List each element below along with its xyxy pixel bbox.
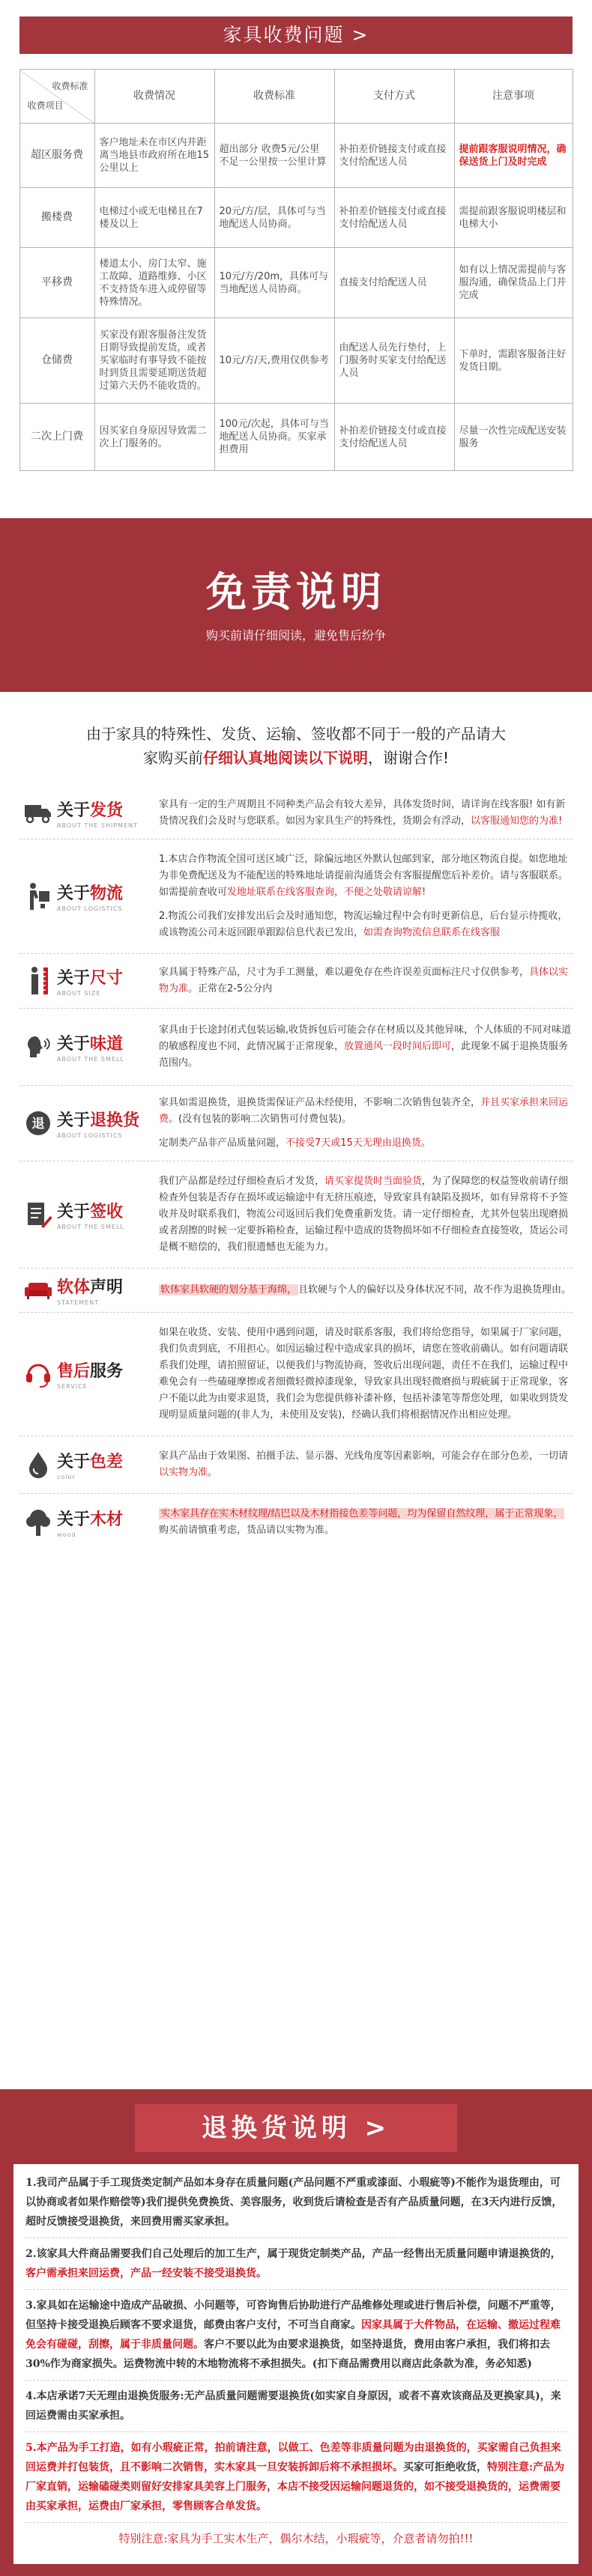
item-en-label: color <box>57 1474 76 1480</box>
item-title-suffix: 声明 <box>90 1278 124 1297</box>
disclaimer-item-尺寸 <box>19 953 573 1008</box>
fee-standard-cell: 10元/方/天,费用仅供参考 <box>214 318 334 404</box>
item-text-span: 。 <box>420 1137 431 1149</box>
item-title <box>57 881 123 904</box>
returns-text-span: 客户不要以此为由要求退换货，如坚持退货，费用由客户承担，我们将扣去30%作为商家损失。运费物流中转的木地物流将不承担损失。(扣下商品需费用以商店此条款为准，务必知悉) <box>25 2339 550 2370</box>
disclaimer-header <box>0 518 592 692</box>
returns-text-span: 3.家具如在运输途中造成产品破损、小问题等，可咨询售后协助进行产品维修处理或进行售后补偿，问题不严重等，但坚持卡接受退换后顾客不要求退货，邮费由客户支付，不可当自商家。 <box>25 2300 561 2331</box>
item-title-prefix: 关于 <box>57 801 91 820</box>
header-payment: 支付方式 <box>334 70 454 124</box>
fee-payment-cell: 补拍差价链接支付或直接支付给配送人员 <box>334 124 454 188</box>
svg-text:退: 退 <box>31 1117 45 1131</box>
smell-icon <box>22 1031 54 1063</box>
fee-name-cell: 仓储费 <box>19 318 94 404</box>
fee-note-cell <box>454 188 573 248</box>
item-text-span: 并且买家承担来回运费 <box>159 1097 569 1125</box>
item-title-prefix: 关于 <box>57 1510 91 1529</box>
disclaimer-body <box>0 692 592 1551</box>
fee-rows <box>19 124 573 471</box>
item-text-span: 如需查询物流信息联系在线客服 <box>363 927 501 938</box>
item-label <box>19 798 154 829</box>
returns-paragraph-4 <box>25 2387 567 2432</box>
item-text <box>154 847 573 946</box>
item-text <box>154 1444 573 1486</box>
returns-section <box>0 2089 592 2576</box>
item-label-text <box>57 1449 123 1480</box>
intro-line-2 <box>30 746 562 770</box>
item-text-span: 不接受7天或15天无理由退换货 <box>286 1137 421 1149</box>
item-label-text <box>57 798 138 829</box>
fee-payment-cell: 补拍差价链接支付或直接支付给配送人员 <box>334 404 454 471</box>
returns-panel <box>13 2164 579 2564</box>
item-text-span: 1.本店合作物流全国可送区域广泛，除偏远地区外默认包邮到家，部分地区物流自提。如您地址为非免费配送及为不能配送的特殊地址请提前沟通货会有客服提醒您后补差价。请与客服联系。如需提前查收可 <box>159 854 569 898</box>
item-title-accent: 售后 <box>57 1362 91 1381</box>
item-paragraph <box>159 908 573 941</box>
header-note: 注意事项 <box>454 70 573 124</box>
fee-name-cell: 超区服务费 <box>19 124 94 188</box>
fee-note-cell <box>454 248 573 318</box>
returns-paragraph-2 <box>25 2244 567 2290</box>
item-title <box>57 1199 124 1222</box>
returns-special-note: 特别注意:家具为手工实木生产，偶尔木结，小瑕疵等，介意者请勿拍!!! <box>118 2532 474 2545</box>
header-standard: 收费标准 <box>214 70 334 124</box>
header-situation: 收费情况 <box>94 70 214 124</box>
fee-note-text: 下单时，需跟客服备注好发货日期。 <box>459 348 567 373</box>
fee-note-text: 需提前跟客服说明楼层和电梯大小 <box>459 205 567 230</box>
item-text <box>154 1501 573 1543</box>
item-title-accent: 退换货 <box>90 1111 140 1130</box>
item-text <box>154 1278 573 1303</box>
item-text <box>154 1090 573 1156</box>
item-title <box>57 798 138 821</box>
truck-icon <box>22 798 54 829</box>
item-label-text <box>57 1031 124 1063</box>
item-text-span: 。 <box>208 1467 218 1478</box>
item-en-label: ABOUT THE SHIPMENT <box>57 822 139 829</box>
item-paragraph <box>159 1506 573 1539</box>
item-text-span: 实木家具存在实木材纹理/结巴以及木材指接色差等问题，均为保留自然纹理，属于正常现象， <box>160 1508 564 1519</box>
item-title-suffix: 服务 <box>90 1362 124 1381</box>
fee-situation-cell: 因买家自身原因导致需二次上门服务的。 <box>94 404 214 471</box>
disclaimer-item-签收 <box>19 1161 573 1268</box>
returns-paragraphs <box>25 2173 567 2523</box>
headset-icon <box>22 1358 54 1390</box>
disclaimer-item-发货 <box>19 788 573 839</box>
disclaimer-item-售后 <box>19 1312 573 1436</box>
fee-row <box>19 124 573 188</box>
item-paragraph <box>159 1448 573 1481</box>
fee-payment-cell: 补拍差价链接支付或直接支付给配送人员 <box>334 188 454 248</box>
item-text-span: 家具如需退换货，退换货需保证产品未经使用，不影响二次销售包装齐全， <box>159 1097 481 1108</box>
item-en-label: ABOUT LOGISTICS <box>57 1132 123 1139</box>
item-title <box>57 1507 123 1530</box>
item-title-accent: 木材 <box>90 1510 124 1529</box>
item-label <box>19 1358 154 1390</box>
returns-paragraph-1 <box>25 2173 567 2238</box>
disclaimer-item-软体 <box>19 1268 573 1312</box>
item-paragraph <box>159 1173 573 1256</box>
fee-note-cell <box>454 124 573 188</box>
tree-icon <box>22 1507 54 1538</box>
returns-text-span: 4.本店承诺7天无理由退换货服务:无产品质量问题需要退换货(如实家自身原因，或者不喜欢该商品及更换家具)，来回运费需由买家承担。 <box>25 2390 561 2422</box>
intro-pre: 家购买前 <box>142 749 203 767</box>
item-text-span: 购买前请慎重考虑，货品请以实物为准。 <box>159 1525 335 1536</box>
item-title <box>57 1449 123 1472</box>
item-text-span: 家具产品由于效果图、拍摄手法、显示器、光线角度等因素影响，可能会存在部分色差，一切请 <box>159 1450 569 1462</box>
item-paragraph <box>159 965 573 997</box>
drop-icon <box>22 1449 54 1480</box>
ruler-icon <box>22 965 54 997</box>
corner-top-label: 收费标准 <box>52 81 88 91</box>
item-text <box>154 1320 573 1428</box>
disclaimer-section <box>0 518 592 1551</box>
disclaimer-items <box>19 788 573 1551</box>
item-en-label: ABOUT THE SMELL <box>57 1056 124 1063</box>
item-text-span: ，此现象不属于退换货服务范围内。 <box>159 1041 569 1069</box>
item-label-text <box>57 1275 123 1306</box>
item-title-prefix: 关于 <box>57 1035 91 1054</box>
disclaimer-subtitle: 购买前请仔细阅读，避免售后纷争 <box>205 628 386 643</box>
returns-paragraph-5 <box>25 2438 567 2523</box>
item-title-accent: 软体 <box>57 1278 91 1297</box>
disclaimer-item-色差 <box>19 1436 573 1493</box>
fee-note-text: 尽量一次性完成配送安装服务 <box>459 425 567 449</box>
fee-note-cell <box>454 318 573 404</box>
fee-row <box>19 404 573 471</box>
fee-note-cell <box>454 404 573 471</box>
item-paragraph <box>159 1022 573 1072</box>
item-text-span: 我们产品都是经过仔细检查后才发货， <box>159 1176 325 1187</box>
item-text-span: 如果在收货、安装、使用中遇到问题，请及时联系客服，我们将给您指导，如果属于厂家问题，我们负责到底，不用担心。如因运输过程中造成家具的损坏，请您在签收前确认。如有问题请联系我们处理，请拍照留证，以便我们与物流协商，签收后出现问题，责任不在我们，运输过程中难免会有一些磕碰摩擦或者细微轻微掉漆现象，导致家具出现轻微磨损与瑕疵属于正常现象，客户不能以此为由要求退货，我们会为您提供修补漆补修，包括补漆笔等帮您处理，如果收到货发现明显质量问题的(非人为，未使用及安装)，经确认我们将根据情况作出相应处理。 <box>159 1327 569 1421</box>
item-text-span: 放置通风一段时间后即可 <box>344 1041 452 1052</box>
intro-post: ，谢谢合作! <box>367 749 450 767</box>
item-paragraph <box>159 851 573 901</box>
item-title <box>57 1358 123 1382</box>
item-paragraph <box>159 1095 573 1128</box>
item-en-label: wood <box>57 1531 76 1538</box>
item-en-label: STATEMENT <box>57 1299 99 1306</box>
item-text-span: 。正常在2-5公分内 <box>188 983 273 994</box>
returns-text-span: 5.本产品为手工打造，如有小瑕疵正常，拍前请注意，以做工、色差等非质量问题为由退换货的， <box>25 2442 477 2454</box>
fee-situation-cell: 楼道太小、房门太窄、施工故障、道路维修、小区不支持货车进入或停留等特殊情况。 <box>94 248 214 318</box>
item-title-prefix: 关于 <box>57 969 91 988</box>
corner-header-cell <box>19 70 94 124</box>
returns-text-span: 客户需承担来回运费，产品一经安装不接受退换货。 <box>25 2267 267 2279</box>
item-text-span: 家具属于特殊产品，尺寸为手工测量，难以避免存在些许误差页面标注尺寸仅供参考， <box>159 967 530 978</box>
fee-situation-cell: 电梯过小或无电梯且在7楼及以上 <box>94 188 214 248</box>
item-text-span: 定制类产品非产品质量问题， <box>159 1137 286 1149</box>
fee-payment-cell: 由配送人员先行垫付，上门服务时买家支付给配送人员 <box>334 318 454 404</box>
item-label-text <box>57 1199 124 1230</box>
fee-standard-cell: 10元/方/20m，具体可与当地配送人员协商。 <box>214 248 334 318</box>
item-text-span: 以客服通知您的为准! <box>471 815 563 827</box>
disclaimer-item-物流 <box>19 839 573 953</box>
disclaimer-intro <box>30 722 562 770</box>
item-label <box>19 1275 154 1306</box>
item-title-accent: 发货 <box>90 801 124 820</box>
returns-text-span: 买家需自己负担来回运费并打包装货，且不影响二次销售，实木家具一旦安装拆卸后将不承担损坏。 <box>25 2442 561 2473</box>
item-title-accent: 味道 <box>90 1035 124 1054</box>
intro-highlight: 仔细认真地阅读以下说明 <box>202 749 368 767</box>
fee-name-cell: 二次上门费 <box>19 404 94 471</box>
returns-text-span: 2.该家具大件商品需要我们自己处理后的加工生产，属于现货定制类产品，产品一经售出无质量问题申请退换货的， <box>25 2248 561 2260</box>
item-title <box>57 1275 123 1298</box>
item-title-prefix: 关于 <box>57 1453 91 1471</box>
item-label-text <box>57 881 123 912</box>
item-title-accent: 色差 <box>90 1453 124 1471</box>
item-label-text <box>57 1108 139 1139</box>
item-label <box>19 1199 154 1230</box>
item-text-span: 以实物为准 <box>159 1467 208 1478</box>
item-label <box>19 1108 154 1139</box>
item-text-span: 家具有一定的生产周期且不同种类产品会有较大差异，具体发货时间，请详询在线客服! 如有新货情况我们会及时与您联系。如因为家具生产的特殊性，货期会有浮动， <box>159 799 566 827</box>
item-text-span: 请买家提货时当面验货 <box>324 1176 423 1187</box>
item-text-span: 具体以实物为准 <box>159 967 569 994</box>
item-text <box>154 1169 573 1260</box>
item-text <box>154 1018 573 1076</box>
porter-icon <box>22 881 54 912</box>
fee-standard-cell: 超出部分 收费5元/公里 不足一公里按一公里计算 <box>214 124 334 188</box>
item-label <box>19 1031 154 1063</box>
disclaimer-title: 免责说明 <box>206 568 386 616</box>
item-text-span: 。(没有包装的影响二次销售可付费包装)。 <box>169 1114 352 1125</box>
item-title-prefix: 关于 <box>57 884 91 903</box>
item-text-span: 软体家具软硬的划分基于海绵， <box>160 1284 297 1295</box>
item-label <box>19 965 154 997</box>
item-en-label: ABOUT THE SMELL <box>57 1224 124 1230</box>
intro-line-1: 由于家具的特殊性、发货、运输、签收都不同于一般的产品请大 <box>86 725 506 743</box>
item-title-accent: 尺寸 <box>90 969 124 988</box>
item-title-prefix: 关于 <box>57 1203 91 1221</box>
fee-row <box>19 248 573 318</box>
disclaimer-item-味道 <box>19 1008 573 1085</box>
fee-name-cell: 搬楼费 <box>19 188 94 248</box>
sign-icon <box>22 1199 54 1230</box>
returns-text-span: 买家可拒绝收货， <box>403 2461 487 2473</box>
disclaimer-item-木材 <box>19 1493 573 1551</box>
item-title <box>57 1031 124 1054</box>
item-label-text <box>57 1507 123 1538</box>
item-paragraph <box>159 1135 573 1152</box>
fee-name-cell: 平移费 <box>19 248 94 318</box>
item-label <box>19 1507 154 1538</box>
returns-banner[interactable]: 退换货说明 > <box>135 2104 457 2152</box>
item-text-span: ，为了保障您的权益签收前请仔细检查外包装是否存在损坏或运输途中有无挤压痕迹，导致家具有缺陷及损坏，如有异常将不予签收并及时联系我们，物流公司返回后我们免费重新发货。请一定仔细检查，尤其外包装出现磨损或者刮擦的时候一定要拆箱检查，运输过程中造成的货物损坏如不仔细检查直接签收，货运公司是概不赔偿的，我们很遗憾也无能为力。 <box>159 1176 569 1253</box>
returns-text-span: 特别注意:产品为厂家直销，运输磕碰类则留好安排家具美容上门服务，本店不接受因运输问题退货的，如不接受退换货的，运费需要由买家承担，运费由厂家承担，零售顾客合单发货。 <box>25 2461 565 2512</box>
fees-section <box>0 0 592 518</box>
item-en-label: SERVICE <box>57 1383 88 1390</box>
item-label <box>19 881 154 912</box>
item-en-label: ABOUT LOGISTICS <box>57 905 123 912</box>
item-paragraph <box>159 1282 573 1298</box>
returns-paragraph-3 <box>25 2296 567 2381</box>
fee-row <box>19 188 573 248</box>
item-text <box>154 792 573 834</box>
item-title-accent: 物流 <box>90 884 124 903</box>
item-text-span: 且软硬与个人的偏好以及身体状况不同，故不作为退换货理由。 <box>298 1284 572 1295</box>
item-title <box>57 1108 139 1131</box>
fee-note-text: 如有以上情况需提前与客服沟通，确保货品上门并完成 <box>459 264 567 301</box>
item-label <box>19 1449 154 1480</box>
fee-situation-cell: 客户地址未在市区内并距离当地县市政府所在地15公里以上 <box>94 124 214 188</box>
disclaimer-item-退换货 <box>19 1085 573 1161</box>
item-label-text <box>57 1358 123 1390</box>
item-text-span: 家具由于长途封闭式包装运输,收货拆包后可能会存在材质以及其他异味，个人体质的不同对味道的敏感程度也不同，此情况属于正常现象， <box>159 1024 572 1052</box>
item-paragraph <box>159 1325 573 1424</box>
item-title <box>57 965 123 988</box>
fee-standard-cell: 20元/方/层，具体可与当地配送人员协商。 <box>214 188 334 248</box>
corner-bottom-label: 收费项目 <box>27 100 64 111</box>
fee-row <box>19 318 573 404</box>
fees-table <box>19 69 573 471</box>
sofa-icon <box>22 1275 54 1306</box>
returns-text-span: 因家具属于大件物品，在运输、撤运过程难免会有碰碰，刮擦，属于非质量问题。 <box>25 2319 561 2351</box>
fees-banner[interactable]: 家具收费问题 > <box>19 16 573 54</box>
item-text <box>154 960 573 1002</box>
fee-situation-cell: 买家没有跟客服备注发货日期导致提前发货，或者买家临时有事导致不能按时到货且需要延期送货超过第六天仍不能收货的。 <box>94 318 214 404</box>
returns-text-span: 1.我司产品属于手工现货类定制产品如本身存在质量问题(产品问题不严重或漆面、小瑕疵等)不能作为退货理由，可以协商或者如果作赔偿等)我们提供免费换货、美容服务，收到货后请检查是否有产品质量问题，在3天内进行反馈，超时反馈接受退换货，来回费用需买家承担。 <box>25 2177 563 2228</box>
item-title-accent: 签收 <box>90 1203 124 1221</box>
fee-payment-cell: 直接支付给配送人员 <box>334 248 454 318</box>
item-paragraph <box>159 797 573 830</box>
item-text-span: 发地址联系在线客服查询，不便之处敬请谅解! <box>227 887 426 898</box>
item-title-prefix: 关于 <box>57 1111 91 1130</box>
fee-note-text: 提前跟客服说明情况，确保送货上门及时完成 <box>459 143 567 168</box>
item-en-label: ABOUT SIZE <box>57 990 101 997</box>
item-label-text <box>57 965 123 997</box>
item-text-span: 2.物流公司我们安排发出后会及时通知您，物流运输过程中会有时更新信息，后台显示待揽收，或该物流公司未返回跟单跟踪信息代表已发出， <box>159 911 568 938</box>
fee-standard-cell: 100元/次起，具体可与当地配送人员协商。买家承担费用 <box>214 404 334 471</box>
return-icon <box>22 1108 54 1139</box>
